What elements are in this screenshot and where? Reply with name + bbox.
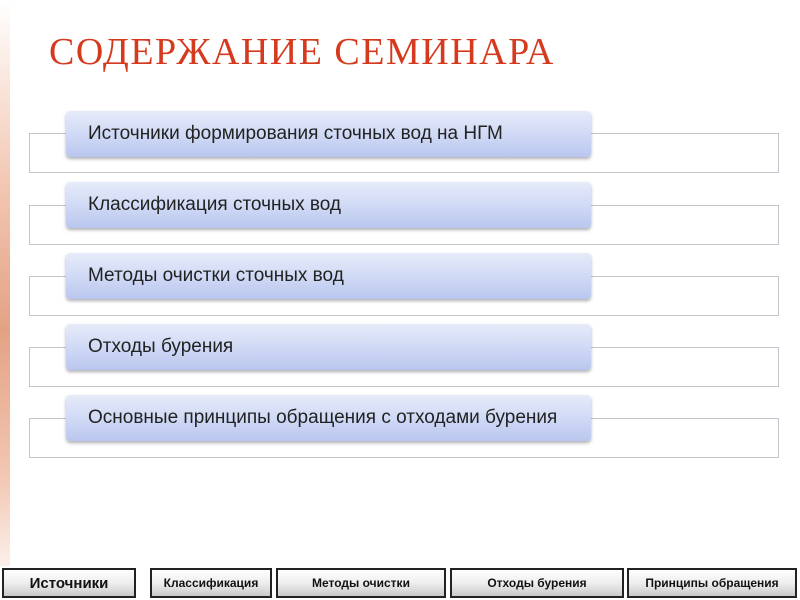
nav-button-waste-principles[interactable]: Принципы обращения (627, 568, 797, 598)
item-label[interactable]: Отходы бурения (66, 324, 591, 370)
page-title: СОДЕРЖАНИЕ СЕМИНАРА (49, 31, 555, 73)
accent-bar (0, 0, 10, 600)
nav-button-drilling-waste[interactable]: Отходы бурения (450, 568, 624, 598)
nav-button-treatment-methods[interactable]: Методы очистки (276, 568, 446, 598)
nav-button-classification[interactable]: Классификация (150, 568, 272, 598)
item-label[interactable]: Классификация сточных вод (66, 182, 591, 228)
item-label[interactable]: Источники формирования сточных вод на НГМ (66, 111, 591, 157)
item-label[interactable]: Основные принципы обращения с отходами бурения (66, 395, 591, 441)
nav-button-sources[interactable]: Источники (2, 568, 136, 598)
item-label[interactable]: Методы очистки сточных вод (66, 253, 591, 299)
